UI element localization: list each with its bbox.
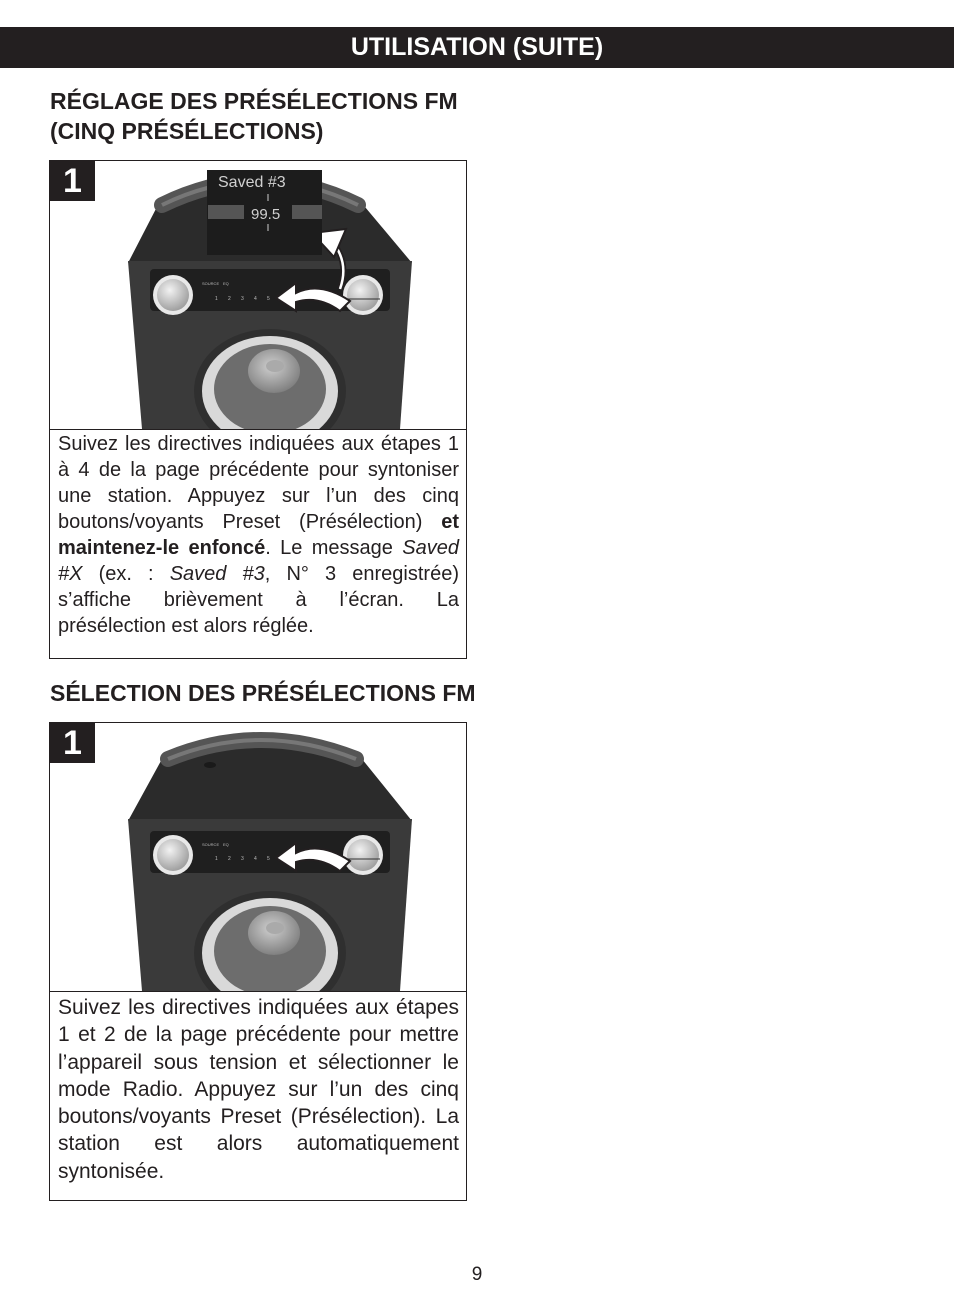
preset-number: 2 [228,296,231,302]
preset-number: 3 [241,856,244,862]
preset-number: 1 [215,856,218,862]
source-label: SOURCE [202,281,220,286]
left-knob-face [157,839,189,871]
preset-number: 2 [228,856,231,862]
saved-3-label: Saved #3 [169,563,265,585]
section2-step-box [49,722,467,1201]
eq-label: EQ [223,281,229,286]
section2-step-text: Suivez les directives indiquées aux étapes 1 et 2 de la page précédente pour mettre l’appareil sous tension et sélectionner le mode Radio. Appuyez sur l’un des cinq boutons/voyants Preset (Présélection). La station est alors automatiquement syntonisée. [58,996,459,1183]
section1-title-line2: (CINQ PRÉSÉLECTIONS) [50,118,324,144]
section2-step-badge: 1 [50,723,95,763]
header-title: UTILISATION (SUITE) [350,33,604,61]
saved-x-label: Saved #X [58,537,459,585]
preset-number: 1 [215,296,218,302]
left-knob-face [157,279,189,311]
display-segment-left [208,205,244,219]
right-knob-face [347,279,379,311]
section1-step-text: Suivez les directives indiquées aux étapes 1 à 4 de la page précédente pour syntoniser une station. Appuyez sur l’un des cinq boutons/voyants Preset (Présélection) et maintenez-le enfoncé. Le message Saved #X (ex. : Saved #3, N° 3 enregistrée) s’affiche brièvement à l’écran. La présélection est alors réglée. [58,433,459,637]
display-frequency: 99.5 [251,206,281,223]
section2-illustration [50,723,466,992]
eq-label: EQ [223,842,229,847]
preset-number: 5 [267,296,270,302]
preset-number: 3 [241,296,244,302]
section2-title: SÉLECTION DES PRÉSÉLECTIONS FM [50,680,476,706]
section1-title [50,86,458,146]
preset-number: 4 [254,296,257,302]
section1-illustration [50,161,466,430]
preset-number: 5 [267,856,270,862]
speaker-illustration-2 [50,723,466,991]
section1-title-line1: RÉGLAGE DES PRÉSÉLECTIONS FM [50,88,458,114]
page-number: 9 [471,1264,483,1285]
display-message: Saved #3 [218,174,286,191]
speaker-illustration-1 [50,161,466,429]
section-header-bar [0,27,954,68]
source-label: SOURCE [202,842,220,847]
display-segment-right [292,205,322,219]
section1-step-badge: 1 [50,161,95,201]
section1-step-box [49,160,467,659]
preset-number: 4 [254,856,257,862]
emphasis-hold: et maintenez-le enfoncé [58,511,459,559]
right-knob-face [347,839,379,871]
